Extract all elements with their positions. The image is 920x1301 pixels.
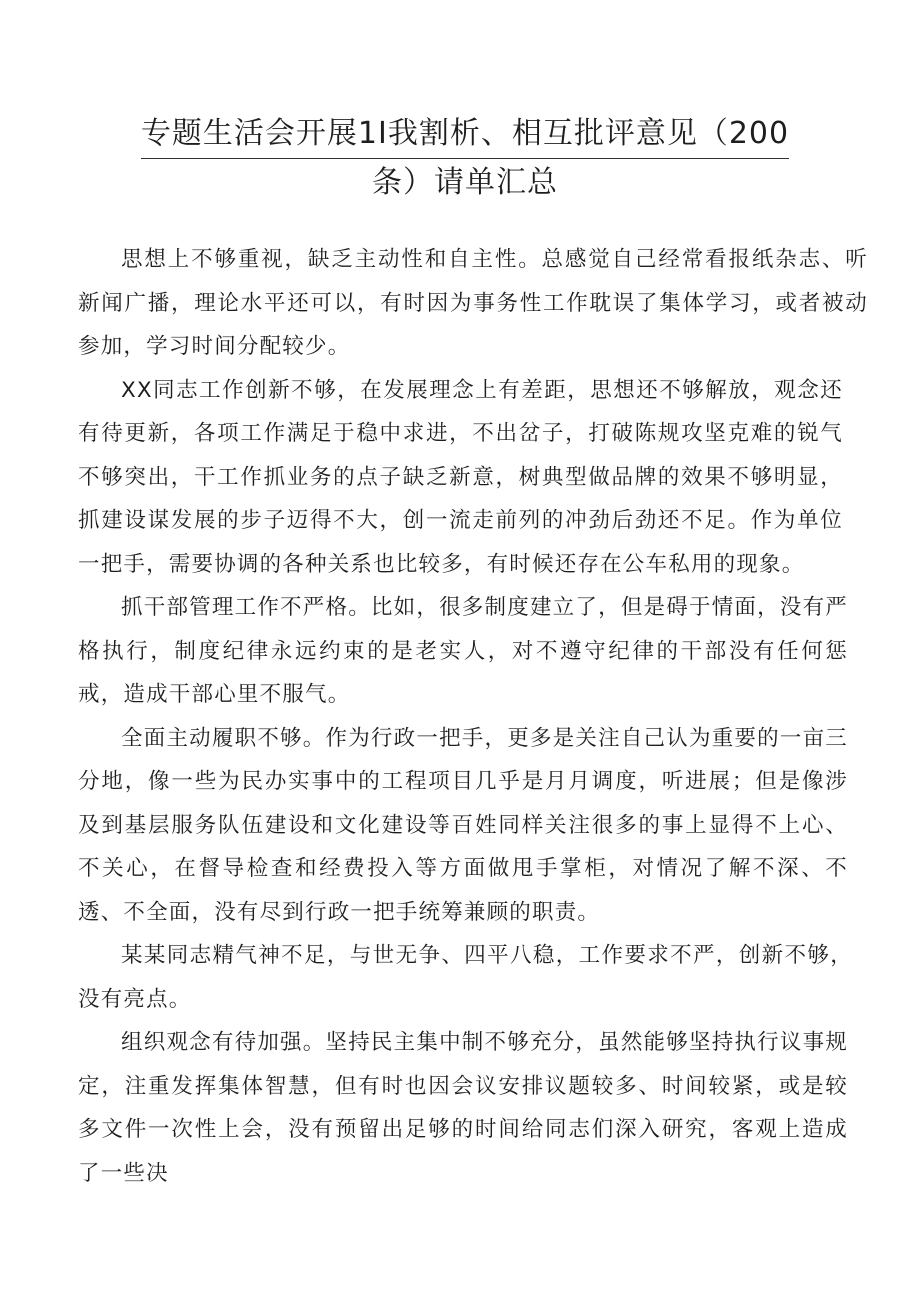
- title-line-1: 专题生活会开展1I我割析、相互批评意见（200: [141, 110, 789, 159]
- paragraph: 思想上不够重视，缺乏主动性和自主性。总感觉自己经常看报纸杂志、听新闻广播，理论水平还可以，有时因为事务性工作耽误了集体学习，或者被动参加，学习时间分配较少。: [78, 247, 868, 359]
- paragraph: 抓干部管理工作不严格。比如，很多制度建立了，但是碍于情面，没有严格执行，制度纪律永远约束的是老实人，对不遵守纪律的干部没有任何惩戒，造成干部心里不服气。: [78, 595, 848, 707]
- paragraph: 组织观念有待加强。坚持民主集中制不够充分，虽然能够坚持执行议事规定，注重发挥集体智慧，但有时也因会议安排议题较多、时间较紧，或是较多文件一次性上会，没有预留出足够的时间给同志们深入研究，客观上造成了一些决: [78, 1030, 848, 1186]
- document-title: [100, 110, 830, 207]
- title-line-2: 条）请单汇总: [372, 165, 558, 200]
- paragraph: 全面主动履职不够。作为行政一把手，更多是关注自己认为重要的一亩三分地，像一些为民办实事中的工程项目几乎是月月调度，听进展；但是像涉及到基层服务队伍建设和文化建设等百姓同样关注很多的事上显得不上心、不关心，在督导检查和经费投入等方面做甩手掌柜，对情况了解不深、不透、不全面，没有尽到行政一把手统筹兼顾的职责。: [78, 725, 848, 925]
- paragraph: XX同志工作创新不够，在发展理念上有差距，思想还不够解放，观念还有待更新，各项工作满足于稳中求进，不出岔子，打破陈规攻坚克难的锐气不够突出，干工作抓业务的点子缺乏新意，树典型做品牌的效果不够明显，抓建设谋发展的步子迈得不大，创一流走前列的冲劲后劲还不足。作为单位一把手，需要协调的各种关系也比较多，有时候还存在公车私用的现象。: [78, 377, 843, 577]
- document-body: [78, 238, 868, 1195]
- paragraph: 某某同志精气神不足，与世无争、四平八稳，工作要求不严，创新不够，没有亮点。: [78, 943, 853, 1012]
